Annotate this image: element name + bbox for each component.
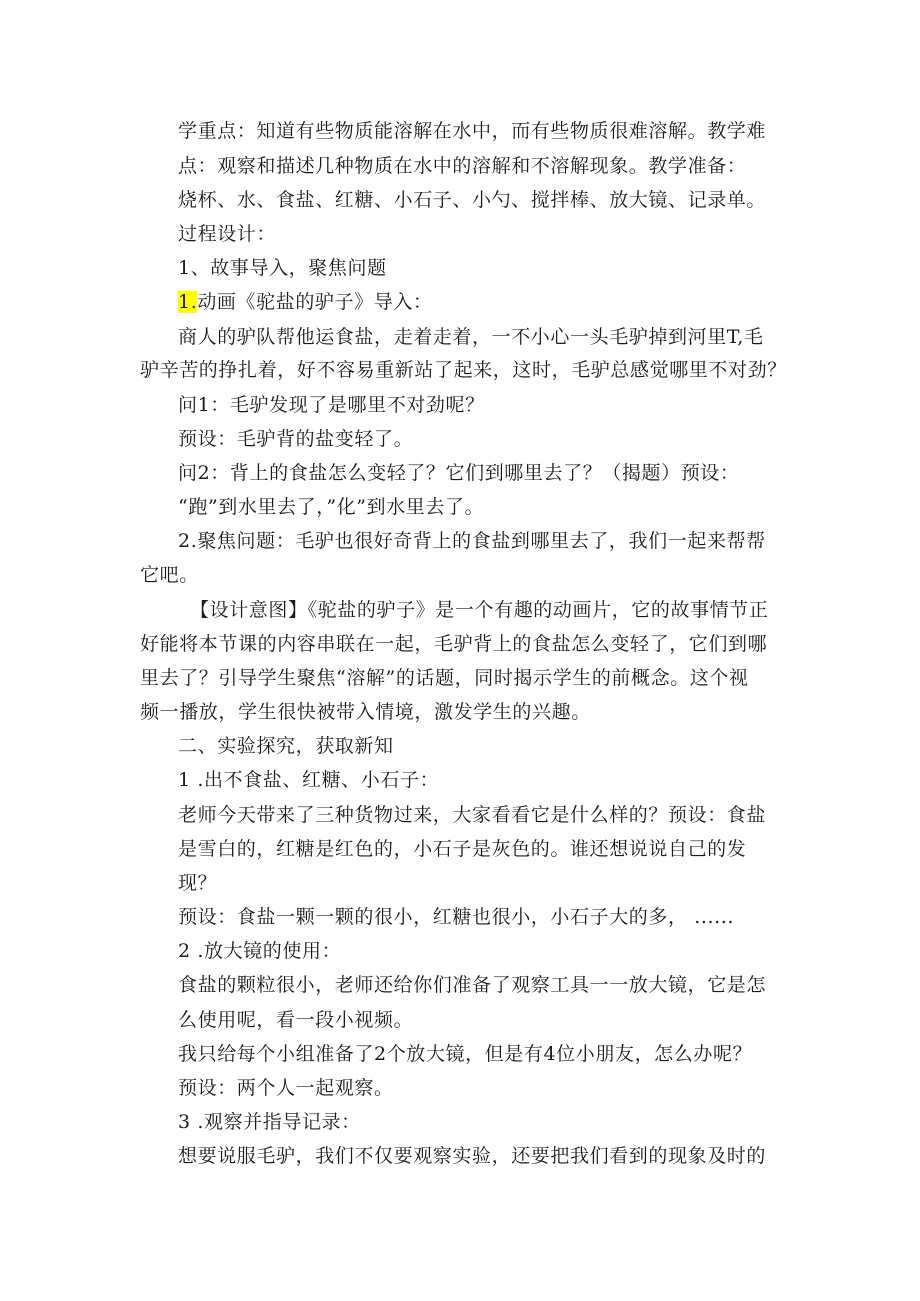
text-line: 频一播放，学生很快被带入情境，激发学生的兴趣。 (140, 701, 591, 723)
text-line: 预设：毛驴背的盐变轻了。 (178, 428, 414, 450)
text-line: 想要说服毛驴，我们不仅要观察实验，还要把我们看到的现象及时的 (178, 1145, 767, 1167)
text-line: 商人的驴队帮他运食盐，走着走着，一不小心一头毛驴掉到河里T,毛 (178, 326, 764, 348)
text-line: 我只给每个小组准备了2个放大镜，但是有4位小朋友，怎么办呢？ (178, 1043, 753, 1065)
list-item (178, 290, 433, 314)
text-line: 烧杯、水、食盐、红糖、小石子、小勺、搅拌棒、放大镜、记录单。 (178, 189, 767, 211)
section-heading: 二、实验探究，获取新知 (178, 735, 394, 757)
text-line: 点：观察和描述几种物质在水中的溶解和不溶解现象。教学准备： (178, 155, 747, 177)
text-line: 2.聚焦问题：毛驴也很好奇背上的食盐到哪里去了，我们一起来帮帮 (178, 530, 766, 552)
text-line: 预设：两个人一起观察。 (178, 1077, 394, 1099)
text-line: 问2：背上的食盐怎么变轻了？它们到哪里去了？（揭题）预设： (178, 462, 740, 484)
section-heading: 1、故事导入，聚焦问题 (178, 257, 387, 279)
list-item-text: 动画《驼盐的驴子》导入： (197, 291, 433, 313)
text-line: 是雪白的，红糖是红色的，小石子是灰色的。谁还想说说自己的发 (178, 838, 747, 860)
text-line: 它吧。 (140, 564, 199, 586)
text-line: “跑”到水里去了，”化”到水里去了。 (178, 496, 485, 518)
text-line: 3 .观察并指导记录： (178, 1111, 361, 1133)
design-intent-paragraph: 【设计意图】《驼盐的驴子》是一个有趣的动画片，它的故事情节正 (190, 599, 769, 621)
text-line: 过程设计： (178, 223, 277, 245)
text-line: 好能将本节课的内容串联在一起，毛驴背上的食盐怎么变轻了，它们到哪 (140, 633, 768, 655)
text-line: 学重点：知道有些物质能溶解在水中，而有些物质很难溶解。教学难 (178, 120, 767, 142)
text-line: 食盐的颗粒很小，老师还给你们准备了观察工具一一放大镜，它是怎 (178, 974, 767, 996)
highlighted-number: 1. (178, 291, 198, 313)
text-line: 么使用呢，看一段小视频。 (178, 1009, 414, 1031)
text-line: 里去了？引导学生聚焦“溶解”的话题，同时揭示学生的前概念。这个视 (140, 667, 749, 689)
text-line: 2 .放大镜的使用： (178, 940, 342, 962)
text-line: 问1：毛驴发现了是哪里不对劲呢？ (178, 394, 485, 416)
text-line: 现？ (178, 872, 218, 894)
text-line: 预设：食盐一颗一颗的很小，红糖也很小，小石子大的多， ...... (178, 906, 735, 928)
text-line: 1 .出不食盐、红糖、小石子： (178, 769, 440, 791)
text-line: 驴辛苦的挣扎着，好不容易重新站了起来，这时，毛驴总感觉哪里不对劲？ (140, 359, 787, 381)
text-line: 老师今天带来了三种货物过来，大家看看它是什么样的？预设：食盐 (178, 804, 767, 826)
